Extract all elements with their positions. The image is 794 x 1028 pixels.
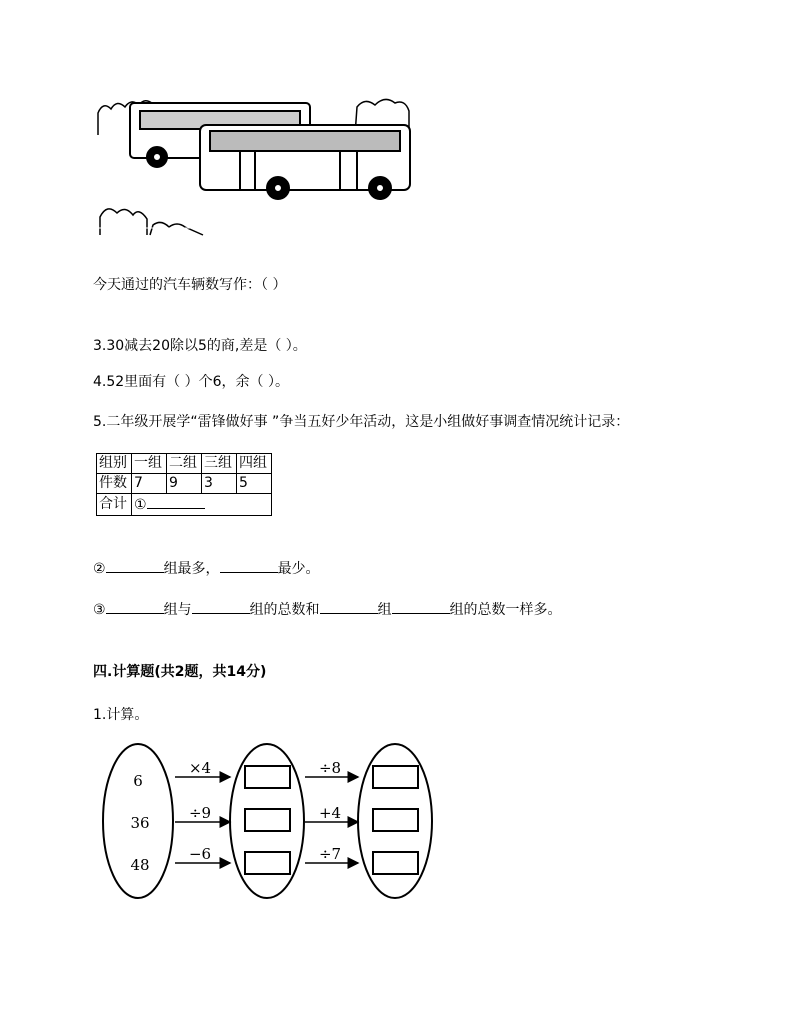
question-5-sub-2 [93, 558, 320, 578]
circled-marker: ② [93, 561, 106, 577]
table-cell: 一组 [132, 454, 167, 474]
text-fragment: 最少。 [277, 561, 320, 577]
table-cell: 3 [202, 474, 237, 494]
answer-blank[interactable] [147, 494, 205, 509]
table-cell: 组别 [97, 454, 132, 474]
front-bus-icon [200, 125, 410, 199]
answer-box[interactable] [373, 852, 418, 874]
operation-label: +4 [318, 804, 342, 822]
table-cell: 二组 [167, 454, 202, 474]
answer-box[interactable] [245, 766, 290, 788]
table-cell: 9 [167, 474, 202, 494]
answer-blank[interactable] [106, 558, 164, 573]
table-cell: 合计 [97, 494, 132, 516]
question-4: 4.52里面有（ ）个6，余（ ）。 [93, 374, 289, 390]
answer-box[interactable] [245, 852, 290, 874]
table-total-row [97, 494, 272, 516]
text-fragment: 组 [377, 602, 392, 618]
section-heading: 四.计算题(共2题，共14分) [93, 664, 267, 680]
input-number: 6 [133, 772, 143, 790]
table-cell: 四组 [237, 454, 272, 474]
answer-box[interactable] [245, 809, 290, 831]
table-cell: 件数 [97, 474, 132, 494]
total-answer-cell [132, 494, 272, 516]
question-2-prompt: 今天通过的汽车辆数写作：（ ） [93, 277, 287, 293]
answer-blank[interactable] [320, 599, 378, 614]
answer-blank[interactable] [106, 599, 164, 614]
answer-box[interactable] [373, 766, 418, 788]
text-fragment: 组的总数和 [249, 602, 320, 618]
question-5: 5.二年级开展学“雷锋做好事 ”争当五好少年活动，这是小组做好事调查情况统计记录： [93, 414, 630, 430]
answer-blank[interactable] [392, 599, 450, 614]
text-fragment: 组最多， [163, 561, 220, 577]
operation-label: ÷9 [188, 804, 212, 822]
calc-title: 1.计算。 [93, 707, 149, 723]
answer-blank[interactable] [220, 558, 278, 573]
table-row [97, 474, 272, 494]
text-fragment: 组与 [163, 602, 192, 618]
answer-box[interactable] [373, 809, 418, 831]
question-5-sub-3 [93, 599, 562, 619]
circled-marker: ① [134, 497, 147, 513]
table-header-row [97, 454, 272, 474]
circled-marker: ③ [93, 602, 106, 618]
question-3: 3.30减去20除以5的商,差是（ ）。 [93, 338, 307, 354]
table-cell: 7 [132, 474, 167, 494]
operation-label: ÷8 [318, 759, 342, 777]
input-number: 48 [130, 856, 150, 874]
operation-label: ÷7 [318, 845, 342, 863]
input-number: 36 [130, 814, 150, 832]
table-cell: 三组 [202, 454, 237, 474]
calculation-diagram [100, 742, 440, 900]
table-cell: 5 [237, 474, 272, 494]
answer-blank[interactable] [192, 599, 250, 614]
text-fragment: 组的总数一样多。 [449, 602, 562, 618]
operation-label: ×4 [188, 759, 212, 777]
operation-label: −6 [188, 845, 212, 863]
bus-illustration [95, 95, 415, 240]
statistics-table [96, 453, 272, 516]
